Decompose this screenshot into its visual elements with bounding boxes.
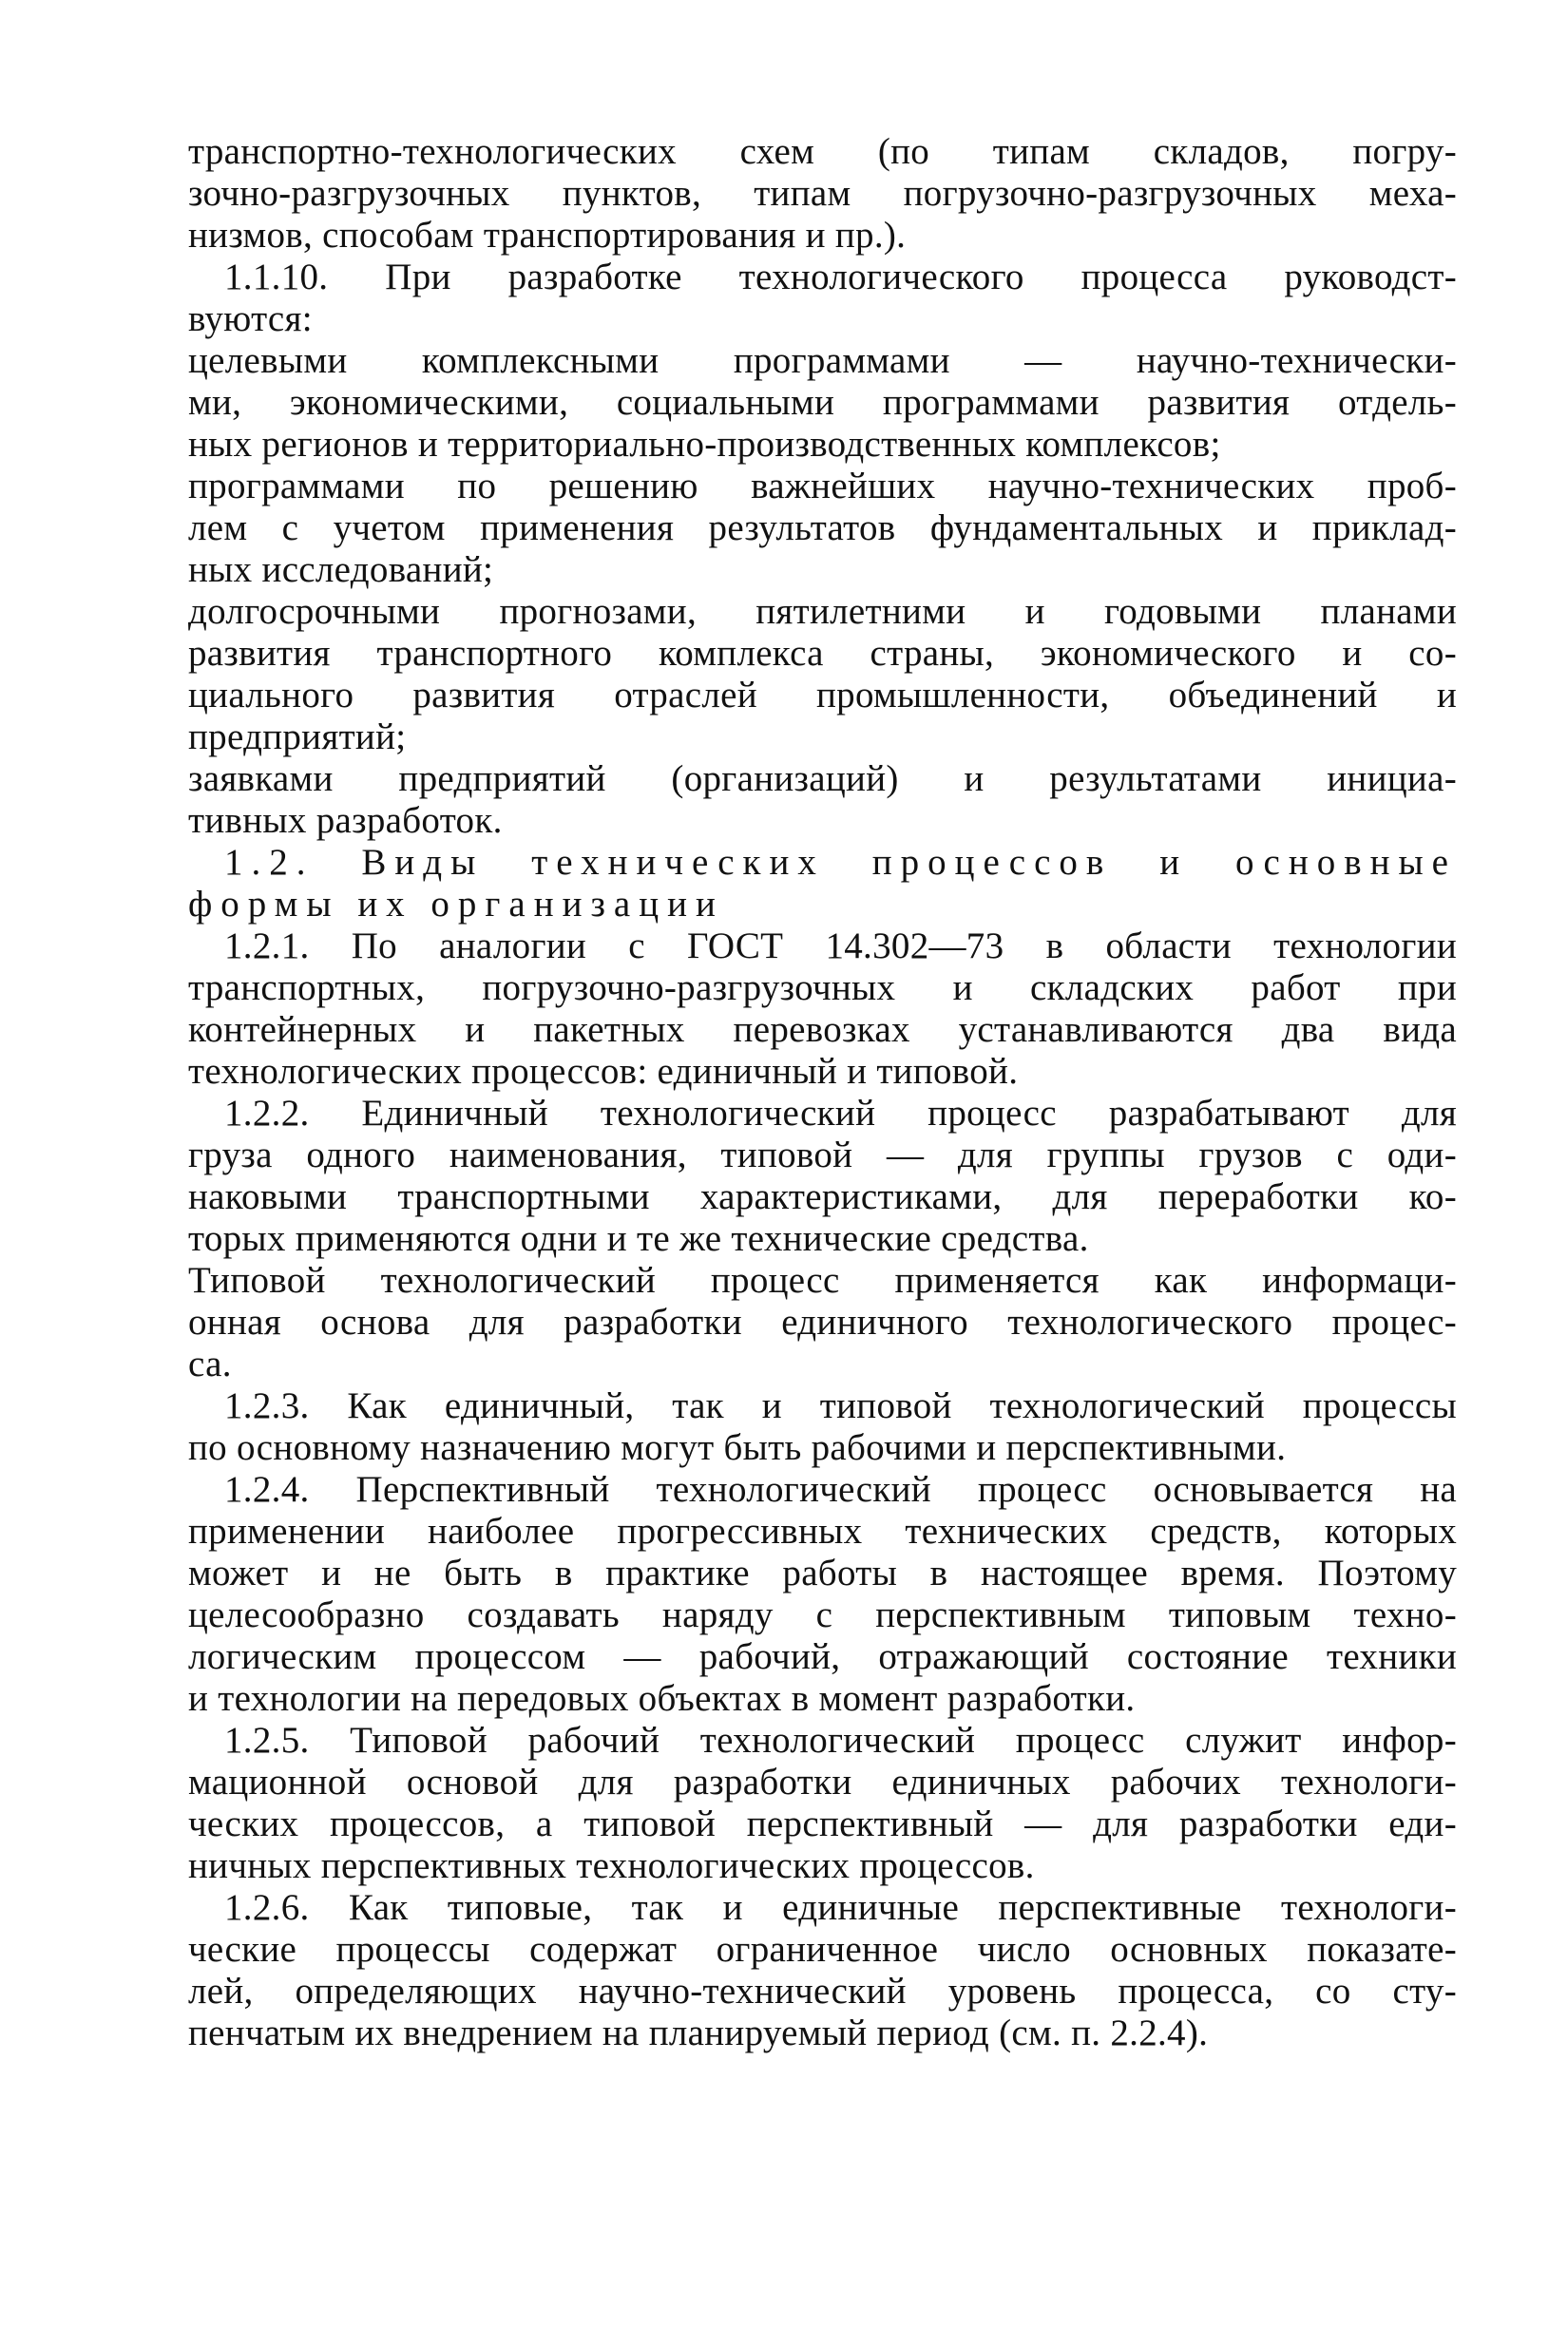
- text-line: вуются:: [188, 298, 313, 339]
- text-line: может и не быть в практике работы в настоящее время. Поэтому: [188, 1553, 1457, 1593]
- paragraph-1-1-10-cont: [188, 298, 1457, 340]
- text-line: применении наиболее прогрессивных технических средств, которых: [188, 1511, 1457, 1552]
- text-line: 1.2.5. Типовой рабочий технологический процесс служит инфор-: [224, 1720, 1457, 1761]
- text-line: целевыми комплексными программами — научно-технически-: [188, 340, 1457, 381]
- paragraph-1-2-6: [188, 1887, 1457, 2054]
- text-line: зочно-разгрузочных пунктов, типам погрузочно-разгрузочных меха-: [188, 173, 1457, 214]
- text-line: контейнерных и пакетных перевозках устанавливаются два вида: [188, 1009, 1457, 1050]
- text-line: низмов, способам транспортирования и пр.).: [188, 215, 907, 256]
- text-line: ческие процессы содержат ограниченное число основных показате-: [188, 1929, 1457, 1970]
- text-line: технологических процессов: единичный и типовой.: [188, 1051, 1019, 1092]
- text-line: и технологии на передовых объектах в момент разработки.: [188, 1678, 1136, 1719]
- text-line: лем с учетом применения результатов фундаментальных и приклад-: [188, 507, 1457, 548]
- paragraph-problem-programs: [188, 466, 1457, 591]
- text-line: тивных разработок.: [188, 800, 503, 841]
- text-line: лей, определяющих научно-технический уровень процесса, со сту-: [188, 1971, 1457, 2012]
- text-line: по основному назначению могут быть рабочими и перспективными.: [188, 1427, 1287, 1468]
- text-line: мационной основой для разработки единичных рабочих технологи-: [188, 1762, 1457, 1803]
- text-line: долгосрочными прогнозами, пятилетними и годовыми планами: [188, 591, 1457, 632]
- text-line: торых применяются одни и те же технические средства.: [188, 1218, 1089, 1259]
- paragraph-1-2-4: [188, 1469, 1457, 1720]
- text-line: транспортно-технологических схем (по типам складов, погру-: [188, 131, 1457, 172]
- text-line: ческих процессов, а типовой перспективный — для разработки еди-: [188, 1803, 1457, 1844]
- text-line: ных регионов и территориально-производственных комплексов;: [188, 424, 1221, 465]
- paragraph-typical-process: [188, 1260, 1457, 1385]
- text-line: 1.2.3. Как единичный, так и типовой технологический процессы: [224, 1385, 1457, 1426]
- document-page: [188, 131, 1457, 2054]
- text-line: ми, экономическими, социальными программами развития отдель-: [188, 382, 1457, 423]
- text-line: пенчатым их внедрением на планируемый период (см. п. 2.2.4).: [188, 2013, 1209, 2053]
- text-line: предприятий;: [188, 716, 407, 757]
- section-heading-line: 1.2. Виды технических процессов и основные: [224, 842, 1457, 883]
- paragraph-target-programs: [188, 340, 1457, 466]
- text-line: заявками предприятий (организаций) и результатами инициа-: [188, 758, 1457, 799]
- text-line: 1.1.10. При разработке технологического процесса руководст-: [224, 257, 1457, 297]
- text-line: онная основа для разработки единичного технологического процес-: [188, 1302, 1457, 1343]
- paragraph-1-2-5: [188, 1720, 1457, 1887]
- text-line: 1.2.2. Единичный технологический процесс разрабатывают для: [224, 1093, 1457, 1134]
- section-heading-1-2: [188, 842, 1457, 884]
- paragraph-forecasts: [188, 591, 1457, 758]
- text-line: са.: [188, 1344, 232, 1384]
- text-line: 1.2.6. Как типовые, так и единичные перспективные технологи-: [224, 1887, 1457, 1928]
- text-line: транспортных, погрузочно-разгрузочных и складских работ при: [188, 967, 1457, 1008]
- text-line: ных исследований;: [188, 549, 494, 590]
- paragraph-1-2-3: [188, 1385, 1457, 1469]
- paragraph-continuation: [188, 131, 1457, 257]
- section-heading-line: формы их организации: [188, 884, 724, 925]
- text-line: программами по решению важнейших научно-технических проб-: [188, 466, 1457, 506]
- text-line: груза одного наименования, типовой — для группы грузов с оди-: [188, 1135, 1457, 1175]
- text-line: 1.2.1. По аналогии с ГОСТ 14.302—73 в области технологии: [224, 925, 1457, 966]
- text-line: логическим процессом — рабочий, отражающий состояние техники: [188, 1636, 1457, 1677]
- paragraph-1-2-1: [188, 925, 1457, 1093]
- text-line: ничных перспективных технологических процессов.: [188, 1845, 1035, 1886]
- text-line: циального развития отраслей промышленности, объединений и: [188, 675, 1457, 716]
- paragraph-1-1-10: [188, 257, 1457, 298]
- text-line: целесообразно создавать наряду с перспективным типовым техно-: [188, 1594, 1457, 1635]
- paragraph-1-2-2: [188, 1093, 1457, 1260]
- text-line: Типовой технологический процесс применяется как информаци-: [188, 1260, 1457, 1301]
- text-line: 1.2.4. Перспективный технологический процесс основывается на: [224, 1469, 1457, 1510]
- paragraph-requests: [188, 758, 1457, 842]
- section-heading-1-2-cont: [188, 884, 1457, 925]
- text-line: наковыми транспортными характеристиками, для переработки ко-: [188, 1176, 1457, 1217]
- text-line: развития транспортного комплекса страны, экономического и со-: [188, 633, 1457, 674]
